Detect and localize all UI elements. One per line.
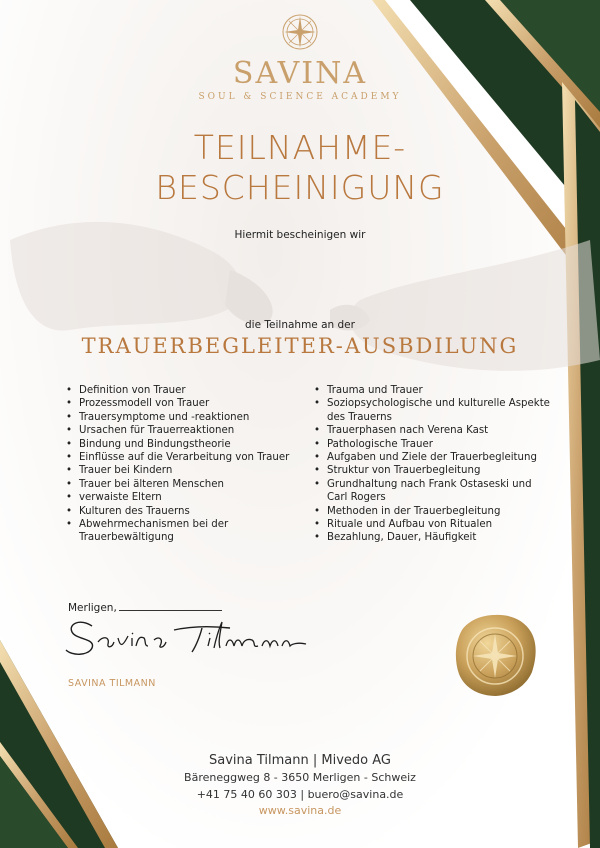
list-item: • Struktur von Trauerbegleitung	[312, 464, 552, 477]
list-item: • Definition von Trauer	[64, 384, 304, 397]
course-title: TRAUERBEGLEITER-AUSBDILUNG	[81, 334, 519, 358]
list-item: • Trauersymptome und -reaktionen	[64, 411, 304, 424]
list-item: • Einflüsse auf die Verarbeitung von Trauer	[64, 451, 304, 464]
topics-list-left	[64, 384, 304, 545]
list-item: • Kulturen des Trauerns	[64, 505, 304, 518]
list-item: • Bindung und Bindungstheorie	[64, 438, 304, 451]
list-item: • Ursachen für Trauerreaktionen	[64, 424, 304, 437]
list-item: • Grundhaltung nach Frank Ostaseski und Carl Rogers	[312, 478, 552, 505]
title-line-1: TEILNAHME-	[193, 128, 407, 167]
brand-name: SAVINA	[232, 56, 368, 91]
list-item: • Soziopsychologische und kulturelle Aspekte des Trauerns	[312, 397, 552, 424]
footer	[0, 752, 600, 819]
footer-website-link[interactable]: www.savina.de	[258, 804, 342, 817]
list-item: • Bezahlung, Dauer, Häufigkeit	[312, 531, 552, 544]
logo-compass-icon	[280, 12, 320, 52]
certificate-intro: die Teilnahme an der	[245, 319, 355, 331]
date-line	[119, 600, 222, 611]
certificate-subline: Hiermit bescheinigen wir	[234, 229, 366, 241]
wax-seal-icon	[452, 612, 538, 698]
list-item: • verwaiste Eltern	[64, 491, 304, 504]
list-item: • Pathologische Trauer	[312, 438, 552, 451]
logo-block	[0, 12, 600, 102]
title-line-2: BESCHEINIGUNG	[155, 168, 445, 207]
topics-list-right	[312, 384, 552, 545]
list-item: • Prozessmodell von Trauer	[64, 397, 304, 410]
list-item: • Rituale und Aufbau von Ritualen	[312, 518, 552, 531]
list-item: • Trauer bei Kindern	[64, 464, 304, 477]
hands-background-image	[0, 180, 600, 390]
list-item: • Trauerphasen nach Verena Kast	[312, 424, 552, 437]
brand-subtitle: SOUL & SCIENCE ACADEMY	[198, 92, 402, 102]
list-item: • Trauer bei älteren Menschen	[64, 478, 304, 491]
place-label: Merligen,	[68, 602, 117, 614]
signatory-name: SAVINA TILMANN	[68, 678, 156, 689]
footer-company: Savina Tilmann | Mivedo AG	[209, 753, 391, 768]
certificate-title	[0, 128, 600, 208]
list-item: • Abwehrmechanismen bei der Trauerbewältigung	[64, 518, 304, 545]
list-item: • Methoden in der Trauerbegleitung	[312, 505, 552, 518]
footer-address: Bäreneggweg 8 - 3650 Merligen - Schweiz	[184, 771, 416, 784]
handwritten-signature	[62, 612, 322, 662]
list-item: • Trauma und Trauer	[312, 384, 552, 397]
footer-contact: +41 75 40 60 303 | buero@savina.de	[196, 788, 404, 801]
list-item: • Aufgaben und Ziele der Trauerbegleitung	[312, 451, 552, 464]
